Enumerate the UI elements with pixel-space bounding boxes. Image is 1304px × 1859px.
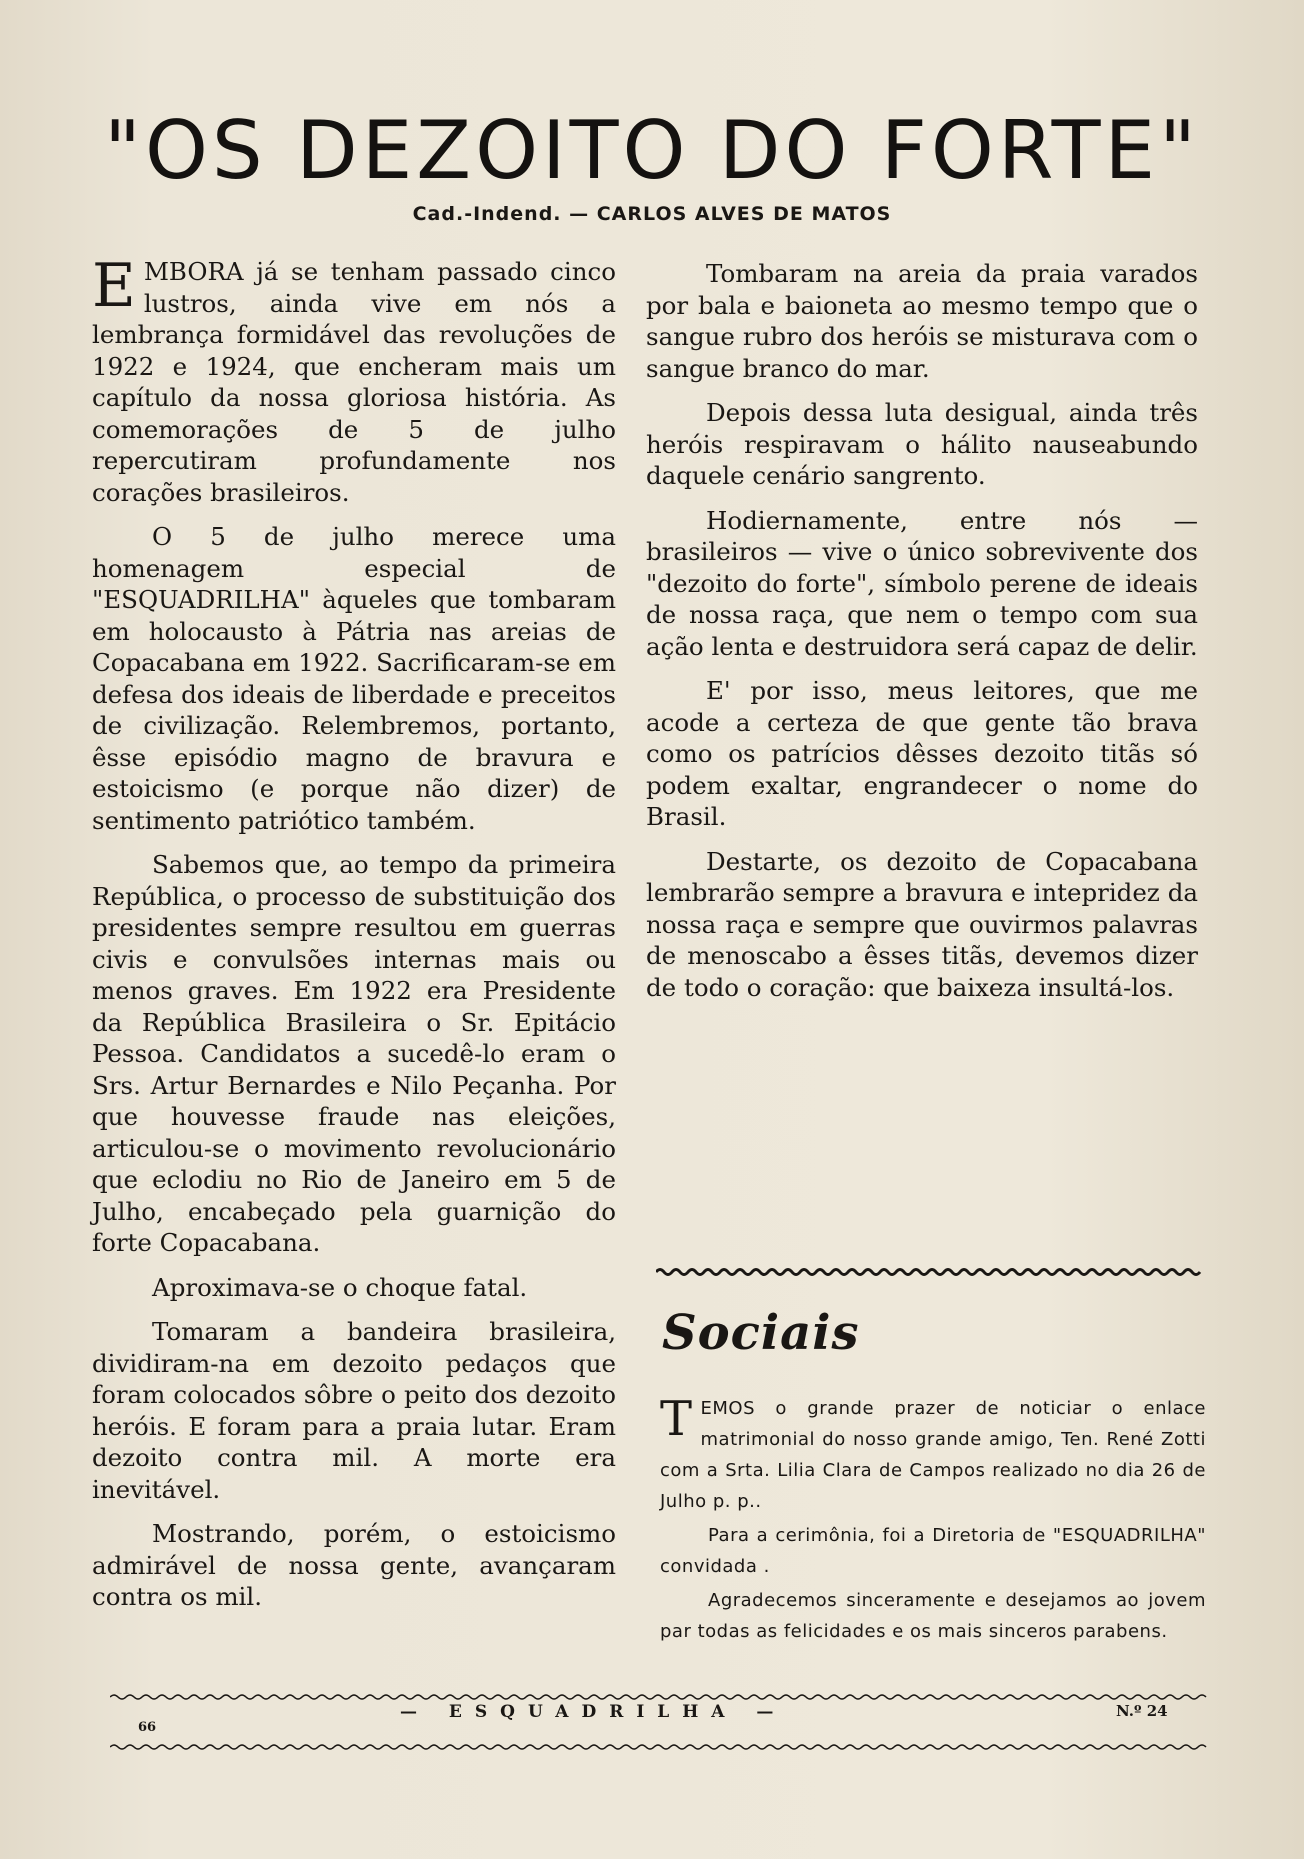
page-number: 66	[138, 1720, 157, 1735]
page-footer	[110, 1692, 1210, 1735]
magazine-name: — ESQUADRILHA —	[400, 1702, 787, 1722]
sociais-paragraph: Agradecemos sinceramente e desejamos ao jovem par todas as felicidades e os mais sinceros parabens.	[660, 1590, 1206, 1642]
article-paragraph: Tomaram a bandeira brasileira, dividiram-na em dezoito pedaços que foram colocados sôbre o peito dos dezoito heróis. E foram para a praia lutar. Eram dezoito contra mil. A morte era inevitável.	[92, 1317, 616, 1504]
footer-top-wave	[110, 1692, 1210, 1702]
article-paragraph: E' por isso, meus leitores, que me acode a certeza de que gente tão brava como os patrícios dêsses dezoito titãs só podem exaltar, engrandecer o nome do Brasil.	[646, 676, 1198, 831]
article-paragraph: EMBORA já se tenham passado cinco lustros, ainda vive em nós a lembrança formidável das revoluções de 1922 e 1924, que encheram mais um capítulo da nossa gloriosa história. As comemorações de 5 de julho repercutiram profundamente nos corações brasileiros.	[92, 251, 616, 507]
article-paragraph: Aproximava-se o choque fatal.	[152, 1272, 528, 1302]
article-paragraph: Destarte, os dezoito de Copacabana lembrarão sempre a bravura e intepridez da nossa raça e sempre que ouvirmos palavras de menoscabo a êsses titãs, devemos dizer de todo o coração: que baixeza insultá-los.	[646, 846, 1198, 1002]
sociais-paragraph: TEMOS o grande prazer de noticiar o enlace matrimonial do nosso grande amigo, Ten. René Zotti com a Srta. Lilia Clara de Campos realizado no dia 26 de Julho p. p..	[660, 1391, 1206, 1512]
section-title-sociais: Sociais	[662, 1305, 860, 1361]
sociais-paragraph: Para a cerimônia, foi a Diretoria de "ESQUADRILHA" convidada .	[660, 1525, 1206, 1577]
article-byline: Cad.-Indend. — CARLOS ALVES DE MATOS	[412, 203, 892, 225]
article-title: "OS DEZOITO DO FORTE"	[104, 104, 1200, 197]
article-paragraph: Hodiernamente, entre nós — brasileiros — vive o único sobrevivente dos "dezoito do forte", símbolo perene de ideais de nossa raça, que nem o tempo com sua ação lenta e destruidora será capaz de delir.	[646, 505, 1198, 661]
article-left-column	[92, 251, 616, 1626]
drop-cap: T	[660, 1391, 693, 1447]
article-right-column	[646, 258, 1198, 1016]
drop-cap: E	[92, 251, 136, 321]
sociais-section	[660, 1393, 1206, 1650]
footer-bottom-wave	[110, 1742, 1210, 1752]
article-paragraph: Mostrando, porém, o estoicismo admirável de nossa gente, avançaram contra os mil.	[92, 1519, 616, 1611]
issue-number: N.º 24	[1116, 1702, 1168, 1720]
article-paragraph: Tombaram na areia da praia varados por bala e baioneta ao mesmo tempo que o sangue rubro dos heróis se misturava com o sangue branco do mar.	[646, 259, 1198, 383]
article-paragraph: Sabemos que, ao tempo da primeira República, o processo de substituição dos presidentes sempre resultou em guerras civis e convulsões internas mais ou menos graves. Em 1922 era Presidente da República Brasileira o Sr. Epitácio Pessoa. Candidatos a sucedê-lo eram o Srs. Artur Bernardes e Nilo Peçanha. Por que houvesse fraude nas eleições, articulou-se o movimento revolucionário que eclodiu no Rio de Janeiro em 5 de Julho, encabeçado pela guarnição do forte Copacabana.	[92, 850, 616, 1257]
wavy-divider	[656, 1267, 1202, 1277]
article-paragraph: O 5 de julho merece uma homenagem especial de "ESQUADRILHA" àqueles que tombaram em holocausto à Pátria nas areias de Copacabana em 1922. Sacrificaram-se em defesa dos ideais de liberdade e preceitos de civilização. Relembremos, portanto, êsse episódio magno de bravura e estoicismo (e porque não dizer) de sentimento patriótico também.	[92, 522, 616, 835]
article-paragraph: Depois dessa luta desigual, ainda três heróis respiravam o hálito nauseabundo daquele cenário sangrento.	[646, 398, 1198, 490]
